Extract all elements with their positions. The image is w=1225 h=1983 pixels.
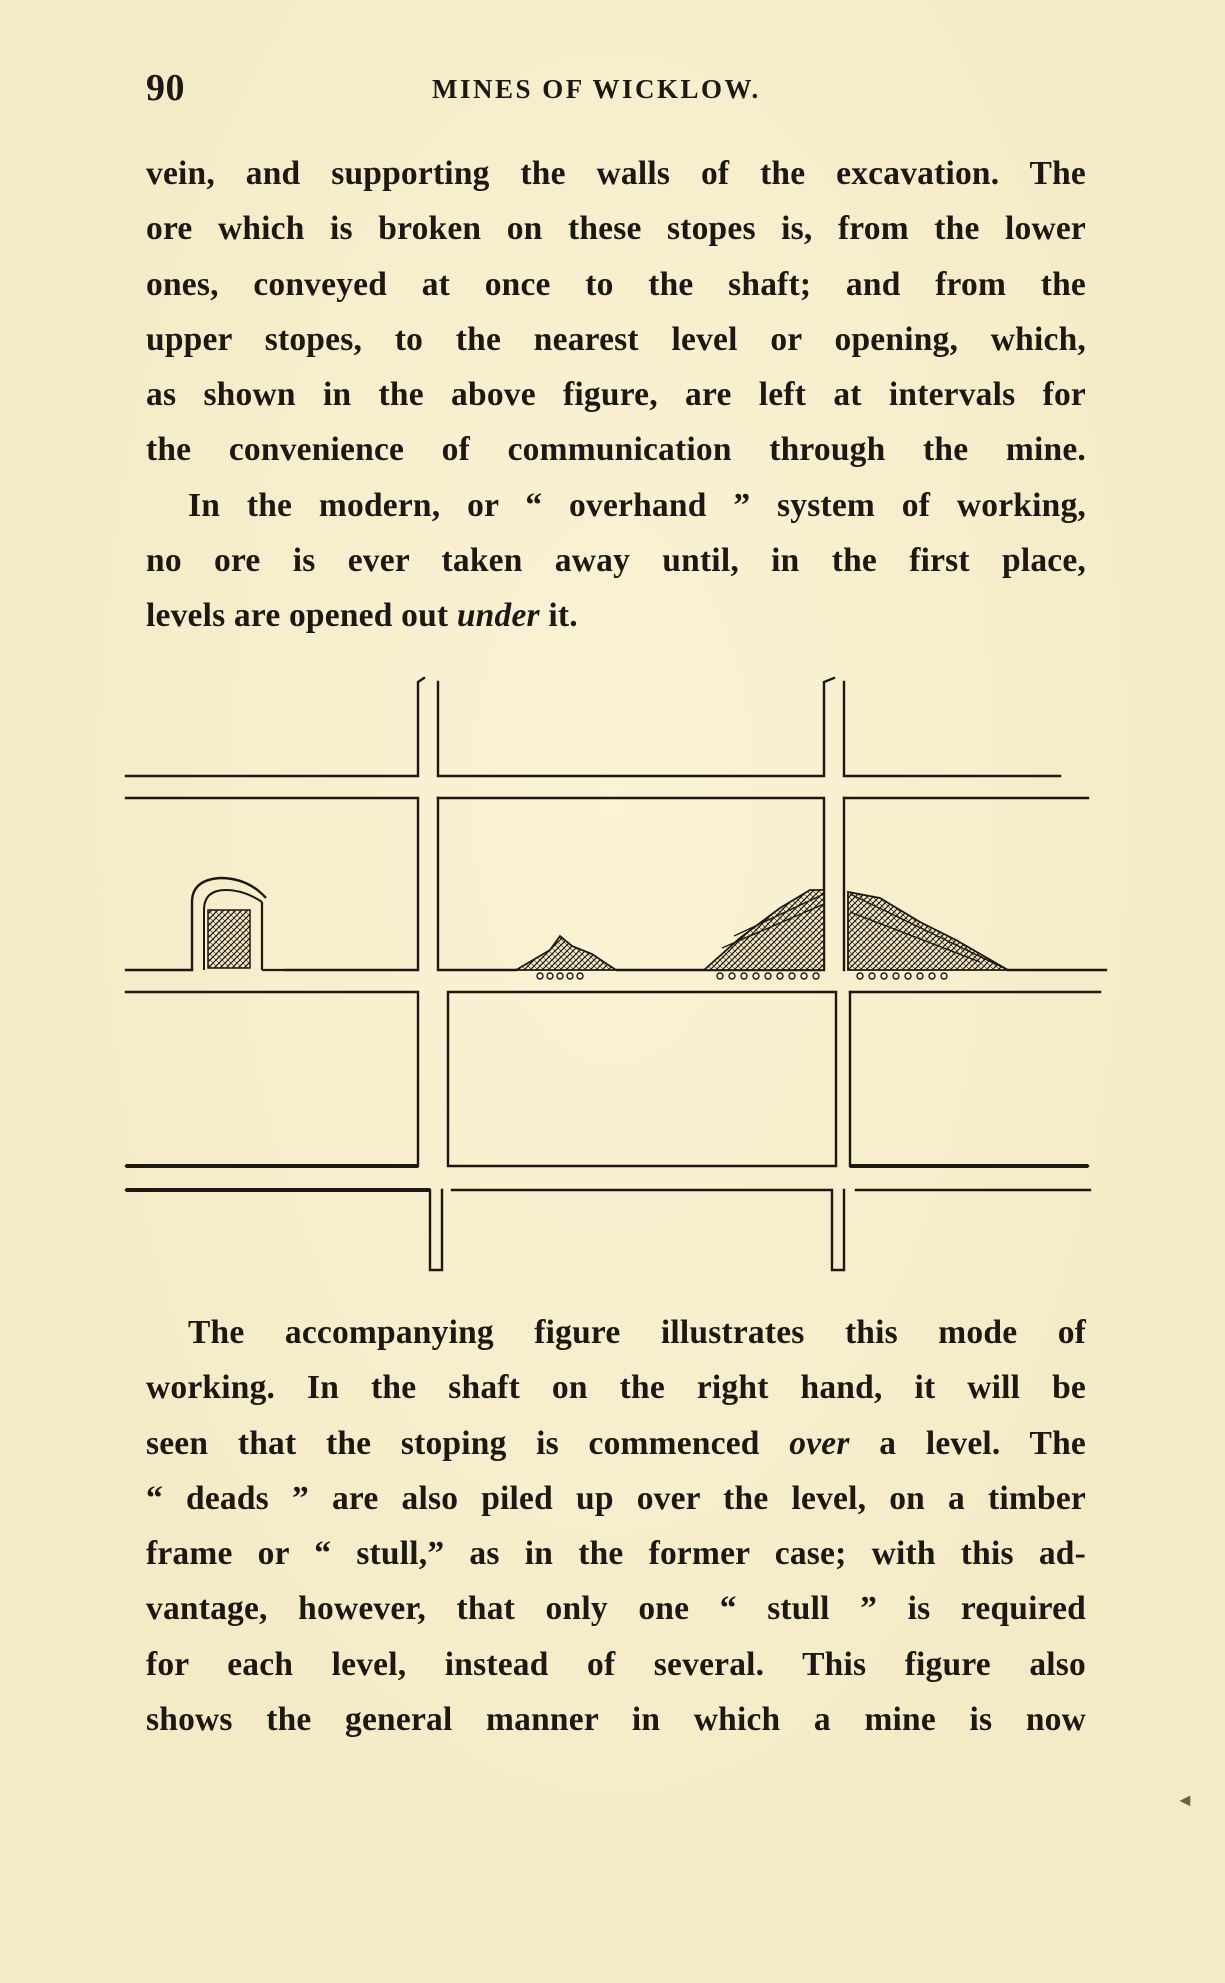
- running-head: [146, 66, 1086, 116]
- text-line: ones, conveyed at once to the shaft; and from the: [146, 265, 1086, 303]
- band2-left-cell: [126, 798, 418, 970]
- emphasis-over: over: [789, 1424, 850, 1462]
- text-line: working. In the shaft on the right hand, it will be: [146, 1369, 1086, 1407]
- center-ore-piles: [516, 890, 824, 979]
- text-line: for each level, instead of several. This figure also: [146, 1645, 1086, 1683]
- text-line: vein, and supporting the walls of the excavation. The: [146, 155, 1086, 192]
- text-line: vantage, however, that only one “ stull ” is required: [146, 1590, 1086, 1628]
- emphasis-under: under: [456, 597, 540, 635]
- top-level-center: [438, 678, 834, 776]
- page-number: 90: [146, 67, 185, 109]
- text-span: it.: [539, 597, 578, 635]
- text-line: the convenience of communication through the mine.: [146, 431, 1086, 469]
- text-line: upper stopes, to the nearest level or opening, which,: [146, 320, 1086, 358]
- right-ore-pile: [848, 892, 1008, 979]
- text-line: as shown in the above figure, are left at intervals for: [146, 376, 1086, 414]
- body-text-top: [146, 146, 1086, 644]
- band3-left-cell: [126, 992, 418, 1166]
- page-speck: ◄: [1176, 1790, 1194, 1810]
- text-line: “ deads ” are also piled up over the level, on a timber: [146, 1479, 1086, 1517]
- body-text-bottom: [146, 1305, 1086, 1747]
- text-line: frame or “ stull,” as in the former case; with this ad-: [146, 1535, 1086, 1573]
- band4-left: [126, 1190, 442, 1270]
- text-span: levels are opened out: [146, 597, 457, 635]
- text-line: ore which is broken on these stopes is, from the lower: [146, 210, 1086, 248]
- band2-center-left: [438, 798, 516, 970]
- text-span: a level. The: [849, 1424, 1086, 1462]
- text-line-emphasis: [146, 1416, 1086, 1471]
- left-arch-opening: [192, 878, 286, 970]
- overhand-stoping-diagram: [120, 672, 1110, 1292]
- text-line-last: [146, 588, 1086, 643]
- text-line: In the modern, or “ overhand ” system of working,: [188, 486, 1086, 524]
- text-line: shows the general manner in which a mine is now: [146, 1701, 1086, 1739]
- band4-center: [452, 1190, 844, 1270]
- text-span: seen that the stoping is commenced: [146, 1424, 790, 1462]
- top-level-right: [844, 682, 1060, 776]
- band3-center-cell: [448, 992, 836, 1166]
- band3-right-cell: [850, 992, 1088, 1166]
- running-title: MINES OF WICKLOW.: [432, 74, 761, 104]
- text-line: The accompanying figure illustrates this mode of: [188, 1314, 1086, 1351]
- diagram-svg: [120, 672, 1110, 1292]
- text-line: no ore is ever taken away until, in the first place,: [146, 542, 1086, 580]
- top-level-left: [126, 678, 424, 776]
